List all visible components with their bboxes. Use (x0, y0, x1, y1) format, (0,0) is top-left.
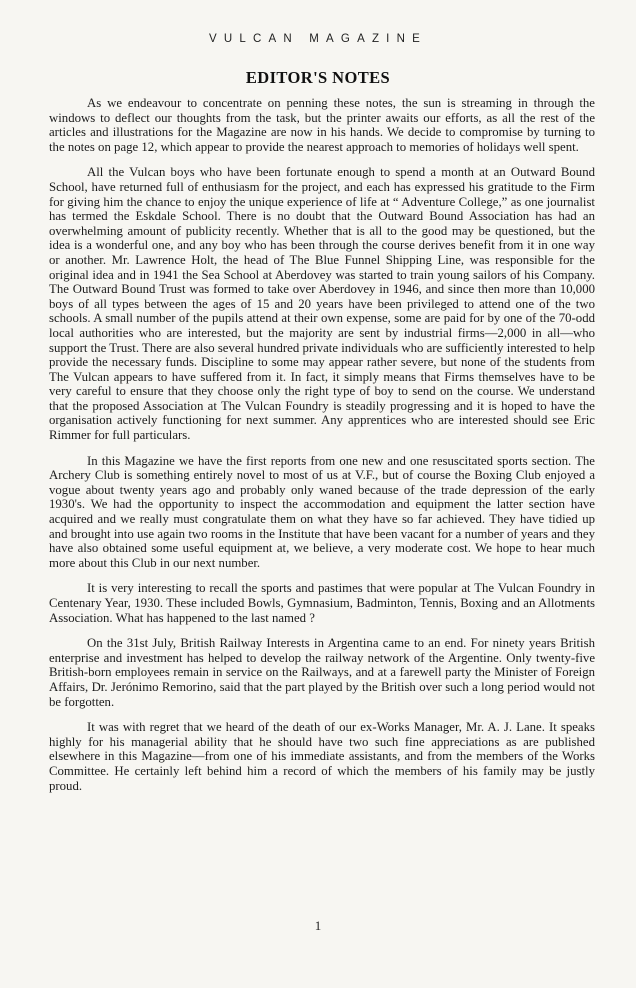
paragraph-obituary: It was with regret that we heard of the death of our ex-Works Manager, Mr. A. J. Lane. It speaks highly for his managerial ability that he should have two such fine appreciations as are published elsewhere in this Magazine—from one of his immediate assistants, and from the members of the Works Committee. He certainly left behind him a record of which the members of his family may be justly proud. (49, 720, 595, 793)
running-head: VULCAN MAGAZINE (209, 33, 427, 45)
page-number: 1 (314, 918, 322, 933)
page-title: EDITOR'S NOTES (245, 68, 391, 87)
paragraph-sports-sections: In this Magazine we have the first reports from one new and one resuscitated sports section. The Archery Club is something entirely novel to most of us at V.F., but of course the Boxing Club enjoyed a vogue about twenty years ago and probably only waned because of the trade depression of the early 1930's. We had the opportunity to inspect the accommodation and equipment the latter section have acquired and we really must congratulate them on what they have so far achieved. They have tidied up and brought into use again two rooms in the Institute that have been vacant for a number of years and they have also obtained some useful equipment at, we believe, a very moderate cost. We hope to hear much more about this Club in our next number. (49, 453, 595, 570)
paragraph-centenary-year: It is very interesting to recall the sports and pastimes that were popular at The Vulcan Foundry in Centenary Year, 1930. These included Bowls, Gymnasium, Badminton, Tennis, Boxing and an Allotments Association. What has happened to the last named ? (49, 581, 595, 625)
paragraph-intro: As we endeavour to concentrate on penning these notes, the sun is streaming in through the windows to deflect our thoughts from the task, but the printer awaits our efforts, as all the rest of the articles and illustrations for the Magazine are now in his hands. We decide to compromise by turning to the notes on page 12, which appear to provide the nearest approach to memories of holidays well spent. (49, 96, 595, 154)
paragraph-argentina: On the 31st July, British Railway Interests in Argentina came to an end. For ninety years British enterprise and investment has helped to develop the railway network of the Argentine. Only twenty-five British-born employees remain in service on the Railways, and at a farewell party the Minister of Foreign Affairs, Dr. Jerónimo Remorino, said that the part played by the British over such a long period would not be forgotten. (49, 636, 595, 709)
article-body (49, 96, 595, 804)
paragraph-outward-bound: All the Vulcan boys who have been fortunate enough to spend a month at an Outward Bound School, have returned full of enthusiasm for the project, and each has expressed his gratitude to the Firm for giving him the chance to enjoy the unique experience of life at “ Adventure College,” as one journalist has termed the Eskdale School. There is no doubt that the Outward Bound Association has had an overwhelming amount of publicity recently. Whether that is all to the good may be questioned, but the idea is a wonderful one, and any boy who has been through the course derives benefit from it in one way or another. Mr. Lawrence Holt, the head of The Blue Funnel Shipping Line, was responsible for the original idea and in 1941 the Sea School at Aberdovey was started to train young sailors of his Company. The Outward Bound Trust was formed to take over Aberdovey in 1946, and since then more than 10,000 boys of all types between the ages of 15 and 20 years have been privileged to attend one of the two schools. A small number of the pupils attend at their own expense, some are paid for by one of the 70-odd local authorities who are interested, but the majority are sent by industrial firms—2,000 in all—who support the Trust. There are also several hundred private individuals who are sufficiently interested to help provide the necessary funds. Discipline to some may appear rather severe, but none of the students from The Vulcan appears to have suffered from it. In fact, it simply means that Firms themselves have to be very careful to ensure that they choose only the right type of boy to send on the course. We understand that the proposed Association at The Vulcan Foundry is steadily progressing and it is hoped to have the organisation actively functioning for next summer. Any apprentices who are interested should see Eric Rimmer for full particulars. (49, 165, 595, 443)
